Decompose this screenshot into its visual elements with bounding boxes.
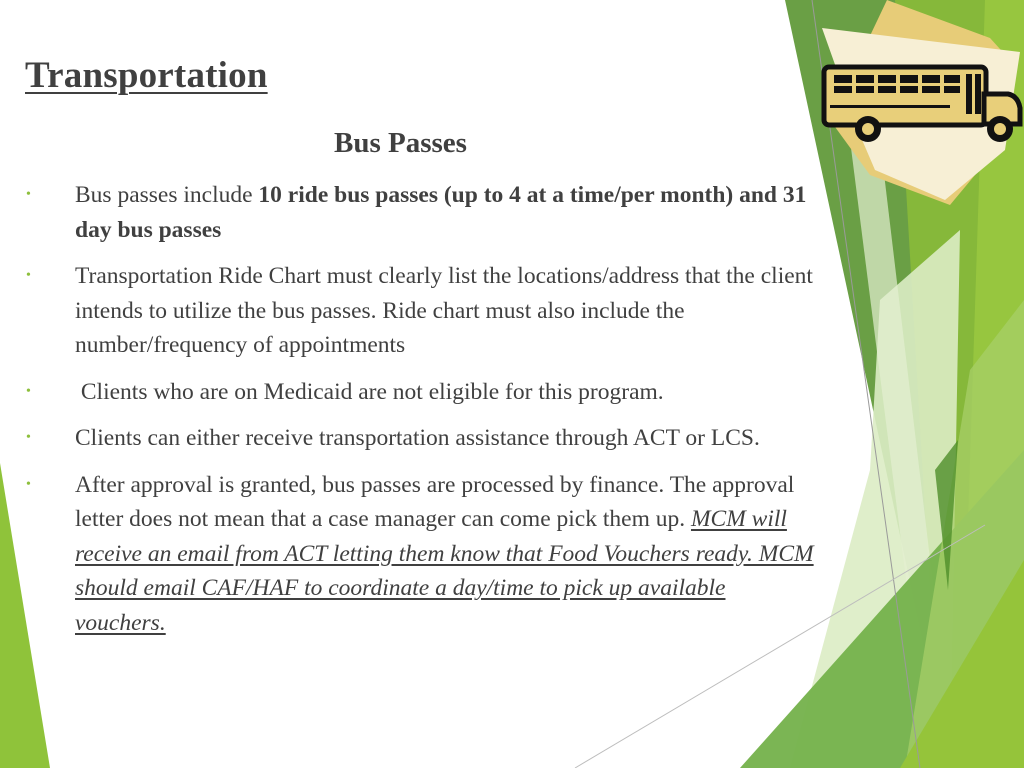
slide-title: Transportation [25, 55, 268, 96]
bullet-dot-icon: • [26, 383, 31, 399]
bullet-act-lcs [0, 421, 820, 456]
slide-subtitle: Bus Passes [334, 127, 467, 159]
bullet-approval [0, 468, 820, 641]
bullet-text: Bus passes include [75, 182, 259, 208]
bullet-dot-icon: • [26, 430, 31, 445]
bullet-list [0, 178, 820, 652]
bullet-text-italic-underline: MCM will receive an email from ACT letting them know that Food Vouchers ready. MCM should email CAF/HAF to coordinate a day/time to pick up available vouchers. [75, 506, 814, 636]
bullet-bus-pass-types [0, 178, 820, 247]
bullet-ride-chart [0, 259, 820, 363]
bullet-dot-icon: • [26, 268, 31, 283]
bullet-dot-icon: • [26, 187, 31, 202]
school-bus-icon [818, 62, 1024, 147]
bullet-text: Clients can either receive transportation assistance through ACT or LCS. [75, 425, 760, 451]
bullet-text-bold: 10 ride bus passes (up to 4 at a time/per month) and 31 day bus passes [75, 182, 807, 243]
bullet-text: Clients who are on Medicaid are not eligible for this program. [75, 378, 664, 405]
bullet-text: After approval is granted, bus passes are processed by finance. The approval letter does not mean that a case manager can come pick them up. [75, 471, 795, 532]
bullet-text: Transportation Ride Chart must clearly list the locations/address that the client intends to utilize the bus passes. Ride chart must also include the number/frequency of appointments [75, 263, 813, 358]
bullet-medicaid [0, 375, 820, 410]
bullet-dot-icon: • [26, 476, 31, 492]
